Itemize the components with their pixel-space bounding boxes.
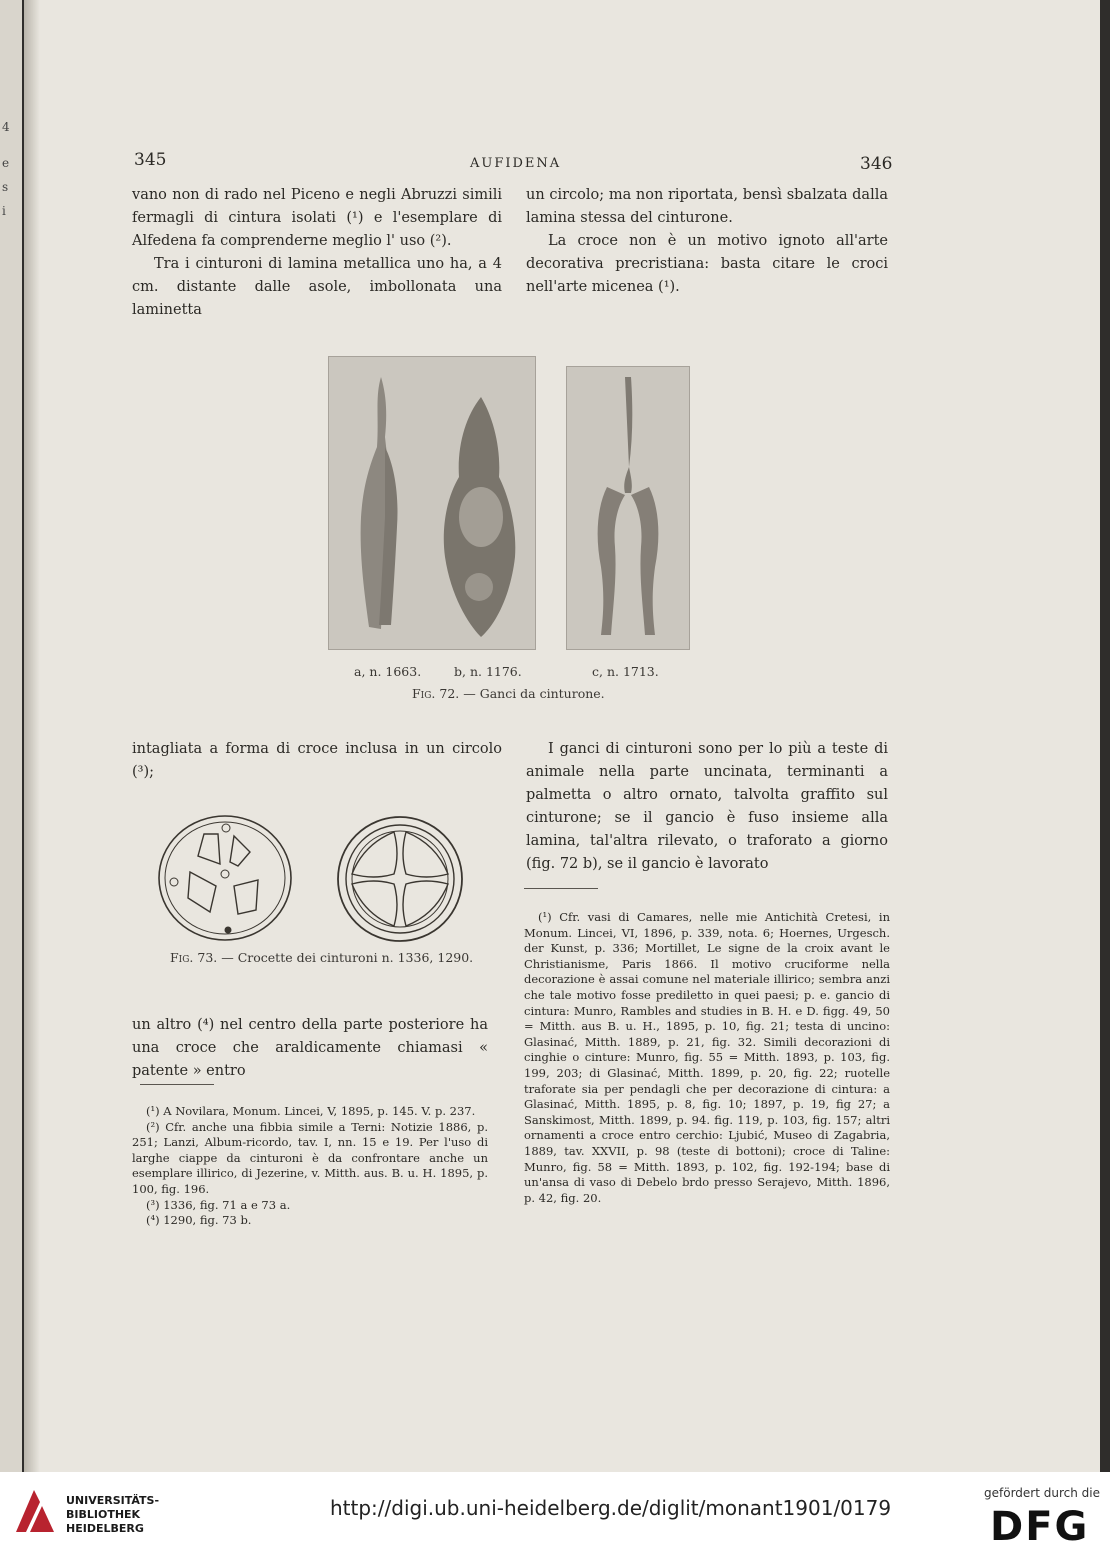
footnotes-left [132,1104,488,1229]
text-column-right-mid [526,738,888,876]
figure-72-photo-ab [328,356,536,650]
belt-hook-illustration [567,367,689,649]
text-column-left-top [132,184,502,322]
footnote: (²) Cfr. anche una fibbia simile a Terni: Notizie 1886, p. 251; Lanzi, Album-ricordo, tav. I, nn. 15 e 19. Per l'uso di larghe ciappe da cinturoni è da confrontare anche un esemplare illirico, di Jezerine, v. Mitth. aus. B. u. H. 1895, p. 100, fig. 196. [132,1119,488,1196]
figure-73-cross-a [154,812,296,944]
page-number-left: 345 [134,150,167,170]
paragraph: intagliata a forma di croce inclusa in un circolo (³); [132,741,502,780]
belt-hooks-illustration [329,357,535,649]
document-url[interactable]: http://digi.ub.uni-heidelberg.de/diglit/monant1901/0179 [330,1496,892,1520]
figure-73-cross-b [334,814,466,944]
figure-label-a: a, n. 1663. [354,664,422,679]
adjacent-page-edge [0,0,22,1472]
library-name-line: BIBLIOTHEK [66,1508,141,1521]
footnote: (³) 1336, fig. 71 a e 73 a. [146,1197,291,1212]
text-column-left-lower [132,1014,488,1083]
paragraph: vano non di rado nel Piceno e negli Abruzzi simili fermagli di cintura isolati (¹) e l'esemplare di Alfedena fa comprenderne meglio l' uso (²). [132,187,502,249]
library-name [66,1494,159,1536]
margin-mark: s [2,180,9,194]
margin-mark: e [2,156,10,170]
margin-mark: 4 [2,120,10,134]
text-column-right-top [526,184,888,299]
footnote: (¹) Cfr. vasi di Camares, nelle mie Antichità Cretesi, in Monum. Lincei, VI, 1896, p. 339, nota. 6; Hoernes, Urgesch. der Kunst, p. 336; Mortillet, Le signe de la croix avant le Christianisme, Paris 1866. Il motivo cruciforme nella decorazione è assai comune nel materiale illirico; sembra anzi che tale motivo fosse prediletto in quei paesi; p. e. gancio di cintura: Munro, Rambles and studies in B. H. e D. figg. 49, 50 = Mitth. aus B. u. H., 1895, p. 10, fig. 21; testa di uncino: Glasinać, Mitth. 1889, p. 21, fig. 32. Simili decorazioni di cinghie o cinture: Munro, fig. 55 = Mitth. 1893, p. 103, fig. 199, 203; di Glasinać, Mitth. 1899, p. 20, fig. 22; ruotelle traforate sia per pendagli che per decorazione di cintura: a Glasinać, Mitth. 1895, p. 8, fig. 10; 1897, p. 19, fig 27; a Sanskimost, Mitth. 1899, p. 94. fig. 119, p. 103, fig. 157; altri ornamenti a croce entro cerchio: Ljubić, Museo di Zagabria, 1889, tav. XXVII, p. 98 (teste di bottoni); croce di Taline: Munro, fig. 58 = Mitth. 1893, p. 102, fig. 192-194; base di un'ansa di vaso di Debelo brdo presso Serajevo, Mitth. 1896, p. 42, fig. 20. [524,910,890,1205]
paragraph: un circolo; ma non riportata, bensì sbalzata dalla lamina stessa del cinturone. [526,187,888,226]
dfg-logo: DFG [990,1504,1090,1550]
figure-label-b: b, n. 1176. [454,664,522,679]
figure-number: Fig. 73. [170,950,218,965]
text-column-left-mid [132,738,502,784]
figure-72-caption [412,686,605,701]
paragraph: un altro (⁴) nel centro della parte posteriore ha una croce che araldicamente chiamasi « patente » entro [132,1017,488,1079]
library-name-line: HEIDELBERG [66,1522,144,1535]
footnote-right [524,910,890,1206]
footnote-separator [140,1084,214,1085]
footnote: (¹) A Novilara, Monum. Lincei, V, 1895, p. 145. V. p. 237. [146,1104,476,1118]
footnote: (⁴) 1290, fig. 73 b. [146,1213,252,1228]
running-title: AUFIDENA [470,156,562,171]
figure-caption-text: — Ganci da cinturone. [463,686,605,701]
figure-73-caption [170,950,473,965]
paragraph: I ganci di cinturoni sono per lo più a teste di animale nella parte uncinata, terminanti a palmetta o altro ornato, talvolta graffito sul cinturone; se il gancio è fuso insieme alla lamina, tal'altra rilevato, o traforato a giorno (fig. 72 b), se il gancio è lavorato [526,741,888,872]
funding-note: gefördert durch die [984,1486,1100,1500]
library-name-line: UNIVERSITÄTS- [66,1494,160,1507]
figure-72-photo-c [566,366,690,650]
figure-number: Fig. 72. [412,686,460,701]
paragraph: Tra i cinturoni di lamina metallica uno ha, a 4 cm. distante dalle asole, imbollonata una laminetta [132,256,502,318]
footer-bar [0,1472,1110,1552]
footnote-separator [524,888,598,889]
page-number-right: 346 [860,154,893,174]
page-gutter-shadow [24,0,40,1472]
university-library-logo-icon [12,1486,58,1536]
figure-caption-text: — Crocette dei cinturoni n. 1336, 1290. [221,950,474,965]
figure-label-c: c, n. 1713. [592,664,659,679]
paragraph: La croce non è un motivo ignoto all'arte decorativa precristiana: basta citare le croci nell'arte micenea (¹). [526,233,888,295]
margin-mark: i [2,204,6,218]
